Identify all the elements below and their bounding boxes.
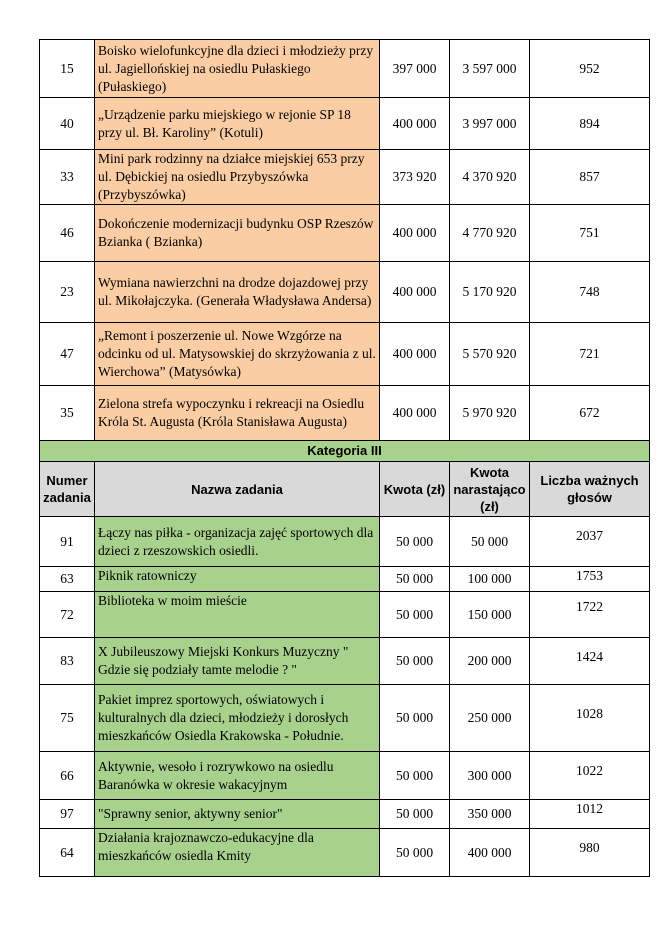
task-valid-votes: 1028 [530,685,650,752]
task-amount: 400 000 [380,205,450,262]
task-amount: 50 000 [380,638,450,685]
table-row [40,829,650,877]
task-cumulative-amount: 300 000 [450,752,530,800]
task-number: 64 [40,829,95,877]
task-cumulative-amount: 5 170 920 [450,262,530,323]
table-row [40,752,650,800]
task-amount: 400 000 [380,98,450,150]
task-number: 83 [40,638,95,685]
header-task-name: Nazwa zadania [95,462,380,517]
table-row [40,592,650,638]
task-amount: 50 000 [380,752,450,800]
task-cumulative-amount: 4 370 920 [450,150,530,205]
task-amount: 50 000 [380,800,450,829]
task-name: Biblioteka w moim mieście [95,592,380,638]
table-row [40,323,650,386]
task-number: 47 [40,323,95,386]
table-row [40,638,650,685]
table-row [40,386,650,441]
task-number: 40 [40,98,95,150]
task-cumulative-amount: 50 000 [450,517,530,567]
task-amount: 50 000 [380,567,450,592]
task-number: 75 [40,685,95,752]
header-valid-votes: Liczba ważnych głosów [530,462,650,517]
task-cumulative-amount: 3 597 000 [450,40,530,98]
table-body-category-iii [40,441,650,517]
table-row [40,685,650,752]
task-number: 91 [40,517,95,567]
task-number: 66 [40,752,95,800]
table-row [40,567,650,592]
task-name: „Remont i poszerzenie ul. Nowe Wzgórze na odcinku od ul. Matysowskiej do skrzyżowania z ul. Wierchowa” (Matysówka) [95,323,380,386]
budget-results-table [39,39,650,877]
header-amount: Kwota (zł) [380,462,450,517]
task-cumulative-amount: 100 000 [450,567,530,592]
task-cumulative-amount: 250 000 [450,685,530,752]
task-name: „Urządzenie parku miejskiego w rejonie SP 18 przy ul. Bł. Karoliny” (Kotuli) [95,98,380,150]
task-amount: 373 920 [380,150,450,205]
task-number: 23 [40,262,95,323]
task-amount: 50 000 [380,829,450,877]
task-name: Aktywnie, wesoło i rozrywkowo na osiedlu Baranówka w okresie wakacyjnym [95,752,380,800]
task-valid-votes: 980 [530,829,650,877]
task-name: Pakiet imprez sportowych, oświatowych i kulturalnych dla dzieci, młodzieży i dorosłych mieszkańców Osiedla Krakowska - Południe. [95,685,380,752]
task-number: 33 [40,150,95,205]
table-body-category-iii-rows [40,517,650,877]
task-valid-votes: 2037 [530,517,650,567]
task-name: Działania krajoznawczo-edukacyjne dla mieszkańców osiedla Kmity [95,829,380,877]
table-row [40,40,650,98]
table-row [40,98,650,150]
task-name: Mini park rodzinny na działce miejskiej 653 przy ul. Dębickiej na osiedlu Przybyszówka (Przybyszówka) [95,150,380,205]
task-amount: 397 000 [380,40,450,98]
task-valid-votes: 1424 [530,638,650,685]
task-amount: 400 000 [380,262,450,323]
task-name: Łączy nas piłka - organizacja zajęć sportowych dla dzieci z rzeszowskich osiedli. [95,517,380,567]
task-number: 97 [40,800,95,829]
task-valid-votes: 1722 [530,592,650,638]
task-number: 46 [40,205,95,262]
task-cumulative-amount: 4 770 920 [450,205,530,262]
table-row [40,517,650,567]
task-amount: 400 000 [380,323,450,386]
task-amount: 50 000 [380,592,450,638]
task-name: X Jubileuszowy Miejski Konkurs Muzyczny " Gdzie się podziały tamte melodie ? " [95,638,380,685]
task-valid-votes: 1753 [530,567,650,592]
task-cumulative-amount: 150 000 [450,592,530,638]
task-valid-votes: 952 [530,40,650,98]
task-valid-votes: 894 [530,98,650,150]
task-valid-votes: 672 [530,386,650,441]
task-valid-votes: 721 [530,323,650,386]
task-amount: 50 000 [380,685,450,752]
header-row [40,462,650,517]
category-title: Kategoria III [40,441,650,462]
task-name: Zielona strefa wypoczynku i rekreacji na Osiedlu Króla St. Augusta (Króla Stanisława Augusta) [95,386,380,441]
table-body-previous-category [40,40,650,441]
task-number: 35 [40,386,95,441]
task-cumulative-amount: 3 997 000 [450,98,530,150]
table-row [40,262,650,323]
task-name: Wymiana nawierzchni na drodze dojazdowej przy ul. Mikołajczyka. (Generała Władysława Andersa) [95,262,380,323]
task-name: "Sprawny senior, aktywny senior" [95,800,380,829]
task-number: 15 [40,40,95,98]
task-cumulative-amount: 5 970 920 [450,386,530,441]
task-valid-votes: 751 [530,205,650,262]
task-cumulative-amount: 400 000 [450,829,530,877]
task-valid-votes: 857 [530,150,650,205]
category-row [40,441,650,462]
table-row [40,800,650,829]
task-cumulative-amount: 200 000 [450,638,530,685]
header-cumulative-amount: Kwota narastająco (zł) [450,462,530,517]
table-row [40,205,650,262]
task-valid-votes: 1012 [530,800,650,829]
task-valid-votes: 748 [530,262,650,323]
task-name: Boisko wielofunkcyjne dla dzieci i młodzieży przy ul. Jagiellońskiej na osiedlu Pułaskiego (Pułaskiego) [95,40,380,98]
task-cumulative-amount: 350 000 [450,800,530,829]
task-valid-votes: 1022 [530,752,650,800]
header-number: Numer zadania [40,462,95,517]
task-amount: 50 000 [380,517,450,567]
task-number: 72 [40,592,95,638]
table-row [40,150,650,205]
task-name: Piknik ratowniczy [95,567,380,592]
task-cumulative-amount: 5 570 920 [450,323,530,386]
task-name: Dokończenie modernizacji budynku OSP Rzeszów Bzianka ( Bzianka) [95,205,380,262]
task-number: 63 [40,567,95,592]
task-amount: 400 000 [380,386,450,441]
